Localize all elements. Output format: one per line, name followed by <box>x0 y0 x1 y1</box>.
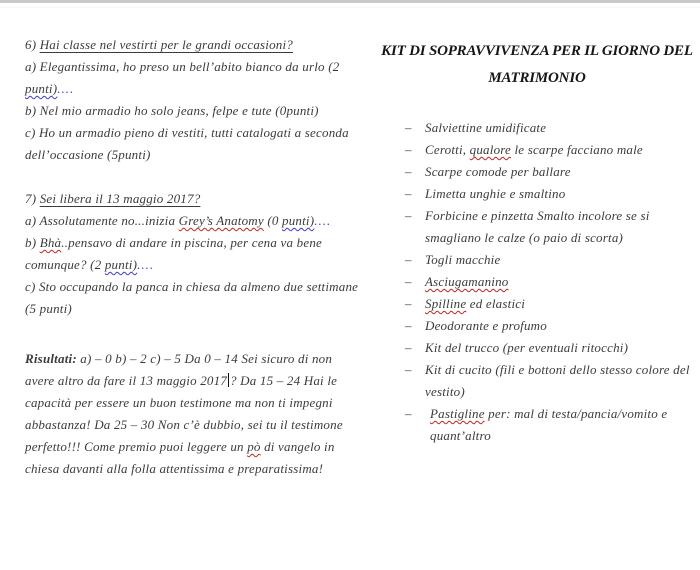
dash-bullet: – <box>405 208 412 223</box>
question-7-heading <box>25 188 359 210</box>
spellcheck-flagged-word: pò <box>247 439 261 454</box>
item-text: Togli macchie <box>425 252 501 267</box>
list-item-deodorante <box>405 315 700 337</box>
spellcheck-flagged-word: Spilline <box>425 296 467 311</box>
kit-title-line-1: KIT DI SOPRAVVIVENZA PER IL GIORNO DEL <box>381 43 693 59</box>
top-border <box>0 0 700 3</box>
item-text: Deodorante e profumo <box>425 318 547 333</box>
dash-bullet: – <box>405 186 412 201</box>
list-item-salviettine <box>405 117 700 139</box>
question-7-text: Sei libera il 13 maggio 2017? <box>39 191 201 206</box>
item-text: Forbicine e pinzetta Smalto incolore se si smagliano le calze (o paio di scorta) <box>425 208 650 245</box>
spellcheck-flagged-word: Grey’s Anatomy <box>178 213 264 228</box>
question-6-number: 6) <box>25 37 40 52</box>
list-item-text <box>425 161 700 183</box>
list-item-text <box>425 205 700 249</box>
list-item-text <box>425 249 700 271</box>
spellcheck-flagged-word: Pastigline <box>430 406 485 421</box>
grammar-underline-dots: .... <box>57 81 75 96</box>
list-item-text <box>425 359 700 403</box>
text-cursor <box>228 373 229 387</box>
results-text: ? Da 15 – 24 Hai le capacità per essere un buon testimone ma non ti impegni abbastanza! Da 25 – 30 Non c’è dubbio, sei tu il testimone perfetto!!! Come premio puoi leggere un <box>25 373 343 454</box>
question-6-answer-c: c) Ho un armadio pieno di vestiti, tutti catalogati a seconda dell’occasione (5punti) <box>25 125 349 162</box>
list-item-limetta <box>405 183 700 205</box>
item-text: Kit di cucito (fili e bottoni dello stesso colore del vestito) <box>425 362 690 399</box>
question-6-heading <box>25 34 359 56</box>
question-7-answer-c: c) Sto occupando la panca in chiesa da almeno due settimane (5 punti) <box>25 279 359 316</box>
list-item-text <box>425 337 700 359</box>
results-text: a) – 0 b) – 2 c) – 5 Da 0 – 14 Sei sicuro di non avere altro da fare il 13 maggio 2017 <box>25 351 333 388</box>
question-7-number: 7) <box>25 191 40 206</box>
list-item-text <box>425 271 700 293</box>
list-item-asciugamanino <box>405 271 700 293</box>
item-text: per: mal di testa/pancia/vomito e quant’altro <box>430 406 668 443</box>
grammar-underline-dots: .... <box>314 213 332 228</box>
results-label: Risultati: <box>25 351 77 366</box>
dash-bullet: – <box>405 142 412 157</box>
question-6-answer-b: b) Nel mio armadio ho solo jeans, felpe e tute (0punti) <box>25 103 319 118</box>
answer-text: ..pensavo di andare in piscina, per cena va bene comunque? (2 <box>25 235 322 272</box>
dash-bullet: – <box>405 274 412 289</box>
spellcheck-flagged-word: Asciugamanino <box>425 274 509 289</box>
left-column <box>25 34 359 480</box>
grammar-flagged-word: punti) <box>104 257 138 272</box>
kit-title-line-2: MATRIMONIO <box>488 70 586 86</box>
list-item-text <box>425 139 700 161</box>
spellcheck-flagged-word: Bhà <box>39 235 62 250</box>
dash-bullet: – <box>405 362 412 377</box>
dash-bullet: – <box>405 120 412 135</box>
answer-text: a) Assolutamente no...inizia <box>25 213 179 228</box>
item-text: Salviettine umidificate <box>425 120 547 135</box>
dash-bullet: – <box>405 252 412 267</box>
kit-list <box>392 117 700 447</box>
grammar-flagged-word: punti) <box>25 81 58 96</box>
item-text: Limetta unghie e smaltino <box>425 186 566 201</box>
list-item-kit-trucco <box>405 337 700 359</box>
answer-text: b) <box>25 235 40 250</box>
list-item-text <box>425 117 700 139</box>
list-item-scarpe <box>405 161 700 183</box>
item-text: le scarpe facciano male <box>511 142 643 157</box>
item-text: Kit del trucco (per eventuali ritocchi) <box>425 340 629 355</box>
grammar-underline-dots: .... <box>137 257 155 272</box>
list-item-text <box>425 403 700 447</box>
results-paragraph <box>25 348 359 480</box>
list-item-kit-cucito <box>405 359 700 403</box>
spellcheck-flagged-word: qualore <box>469 142 512 157</box>
results-text: di vangelo in chiesa davanti alla folla attentissima e preparatissima! <box>25 439 335 476</box>
top-border-shadow <box>0 7 700 8</box>
list-item-pastigline <box>405 403 700 447</box>
item-text: Scarpe comode per ballare <box>425 164 571 179</box>
dash-bullet: – <box>405 296 412 311</box>
question-7-answer-b <box>25 232 359 276</box>
item-text: ed elastici <box>466 296 526 311</box>
list-item-togli-macchie <box>405 249 700 271</box>
answer-text: a) Elegantissima, ho preso un bell’abito bianco da urlo (2 <box>25 59 340 74</box>
dash-bullet: – <box>405 318 412 333</box>
list-item-cerotti <box>405 139 700 161</box>
question-7-answer-a <box>25 210 359 232</box>
list-item-forbicine <box>405 205 700 249</box>
dash-bullet: – <box>405 340 412 355</box>
dash-bullet: – <box>405 406 412 421</box>
grammar-flagged-word: punti) <box>282 213 315 228</box>
list-item-spilline <box>405 293 700 315</box>
dash-bullet: – <box>405 164 412 179</box>
answer-text: (0 <box>263 213 283 228</box>
list-item-text <box>425 315 700 337</box>
question-6-text: Hai classe nel vestirti per le grandi occasioni? <box>39 37 293 52</box>
item-text: Cerotti, <box>425 142 470 157</box>
list-item-text <box>425 293 700 315</box>
question-6-answer-a <box>25 56 359 100</box>
kit-title <box>372 38 700 92</box>
list-item-text <box>425 183 700 205</box>
